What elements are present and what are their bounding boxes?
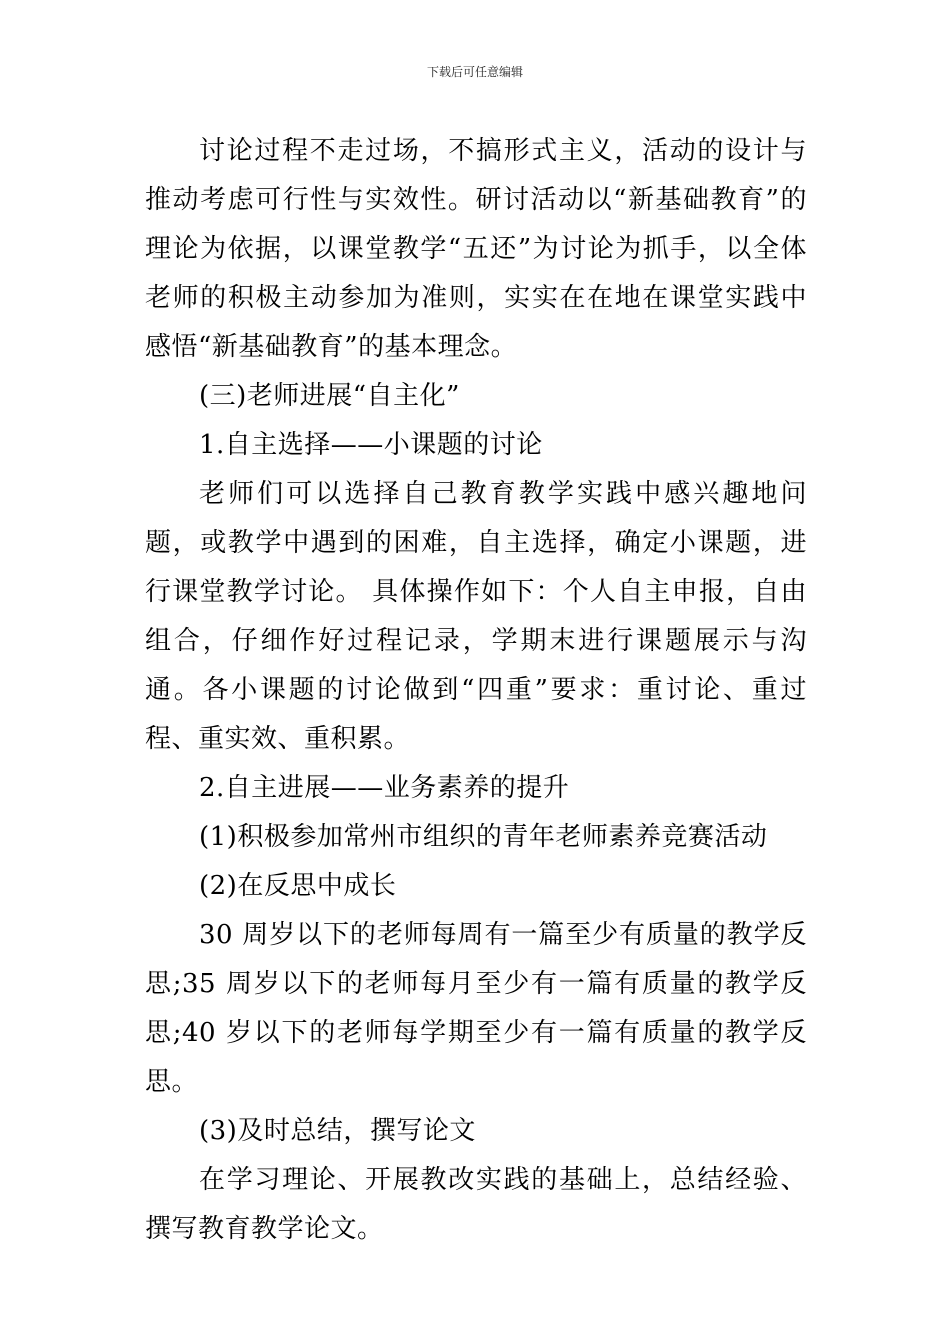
list-item-summary-papers: (3)及时总结，撰写论文 bbox=[199, 1116, 476, 1146]
header-note: 下载后可任意编辑 bbox=[426, 65, 523, 79]
paragraph-discussion-process: 讨论过程不走过场，不搞形式主义，活动的设计与推动考虑可行性与实效性。研讨活动以“新基础教育”的理论为依据，以课堂教学“五还”为讨论为抓手，以全体老师的积极主动参加为准则，实实在在地在课堂实践中感悟“新基础教育”的基本理念。 bbox=[145, 136, 807, 362]
document-body bbox=[145, 127, 807, 1254]
subheading-autonomous-development: 2.自主进展——业务素养的提升 bbox=[199, 773, 570, 803]
list-item-competition: (1)积极参加常州市组织的青年老师素养竞赛活动 bbox=[199, 822, 768, 852]
list-item-reflection: (2)在反思中成长 bbox=[199, 871, 397, 901]
subheading-autonomous-choice: 1.自主选择——小课题的讨论 bbox=[199, 430, 543, 460]
section-heading-teacher-autonomy: (三)老师进展“自主化” bbox=[199, 381, 460, 411]
paragraph-small-topics: 老师们可以选择自己教育教学实践中感兴趣地问题，或教学中遇到的困难，自主选择，确定小课题，进行课堂教学讨论。 具体操作如下：个人自主申报，自由组合，仔细作好过程记录，学期末进行课题展示与沟通。各小课题的讨论做到“四重”要求：重讨论、重过程、重实效、重积累。 bbox=[145, 479, 807, 754]
paragraph-writing-papers: 在学习理论、开展教改实践的基础上，总结经验、撰写教育教学论文。 bbox=[145, 1165, 807, 1244]
paragraph-reflection-requirements: 30 周岁以下的老师每周有一篇至少有质量的教学反思;35 周岁以下的老师每月至少有一篇有质量的教学反思;40 岁以下的老师每学期至少有一篇有质量的教学反思。 bbox=[145, 920, 807, 1097]
